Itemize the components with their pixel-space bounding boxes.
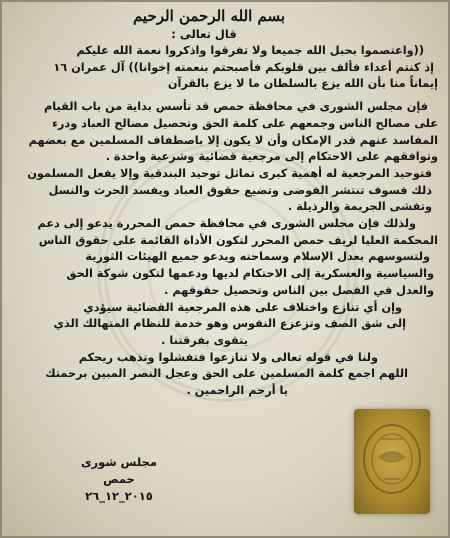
- paragraph-line: المفاسد عنهم قدر الإمكان وأن لا يكون إلا باصطفاف المسلمين مع بعضهم: [28, 133, 438, 147]
- seal-emblem-icon: [354, 409, 430, 514]
- verse-intro: قال تعالى :: [171, 27, 237, 41]
- signature-block: [64, 454, 174, 505]
- basmala-heading: بسم الله الرحمن الرحيم: [132, 7, 286, 25]
- paragraph-line: فتوحيد المرجعية له أهمية كبرى تماثل توحيد البندقية وإلا يفعل المسلمون: [27, 166, 432, 180]
- paragraph-line: والسياسية والعسكرية إلى الاحتكام لديها ودعمها لتكون شوكة الحق: [66, 267, 434, 281]
- paragraph-line: يتقوى بفرقتنا .: [161, 333, 248, 347]
- paragraph-line: يا أرحم الراحمين .: [186, 384, 288, 398]
- signature-date: ٢٠١٥_١٢_٢٦: [85, 489, 153, 503]
- paragraph-line: ولنا في قوله تعالى ولا تنازعوا فتفشلوا وتذهب ريحكم: [78, 350, 378, 364]
- official-seal: [354, 409, 430, 514]
- paragraph-line: على مصالح الناس وجمعهم على كلمة الحق وتحصيل مصالح العباد ودرء: [52, 116, 438, 130]
- verse-line: إذ كنتم أعداء فألف بين قلوبكم فأصبحتم بنعمته إخوانا)) آل عمران ١٦: [53, 60, 434, 74]
- document-body: [10, 6, 438, 400]
- paragraph-line: وتفشى الجريمة والرذيلة .: [287, 200, 432, 214]
- paragraph-line: ذلك فسوف تنتشر الفوضى وتضيع حقوق العباد ويفسد الحرث والنسل: [48, 183, 432, 197]
- paragraph-line: فإن مجلس الشورى في محافظة حمص قد تأسس بداية من باب القيام: [44, 100, 428, 114]
- signature-name: مجلس شورى حمص: [80, 455, 158, 486]
- verse-line: ((واعتصموا بحبل الله جميعا ولا تفرقوا واذكروا نعمة الله عليكم: [76, 44, 424, 57]
- paragraph-line: وإن أي تنازع واختلاف على هذه المرجعية القضائية سيؤدي: [83, 300, 402, 314]
- paragraph-line: وتوافقهم على الاحتكام إلى مرجعية قضائية وشرعية واحدة .: [105, 150, 438, 164]
- paragraph-line: المحكمة العليا لريف حمص المحرر لتكون الأداة القائمة على حقوق الناس: [38, 233, 438, 247]
- paragraph-line: والعدل في الفصل بين الناس وتحصيل حقوقهم .: [164, 283, 434, 297]
- paragraph-line: اللهم اجمع كلمة المسلمين على الحق وعجل النصر المبين برحمتك: [45, 367, 408, 381]
- paragraph-line: ولذلك فإن مجلس الشورى في محافظة حمص المحررة يدعو إلى دعم: [37, 217, 416, 231]
- paragraph-line: ولتسوسهم بعدل الإسلام وسماحته ويدعو جميع الهيئات الثورية: [85, 250, 430, 264]
- verse-line: إيماناً منا بأن الله يزع بالسلطان ما لا يزع بالقرآن: [167, 77, 438, 91]
- paragraph-line: إلى شق الصف وتزعزع النفوس وهو خدمة للنظام المتهالك الذي: [53, 317, 406, 331]
